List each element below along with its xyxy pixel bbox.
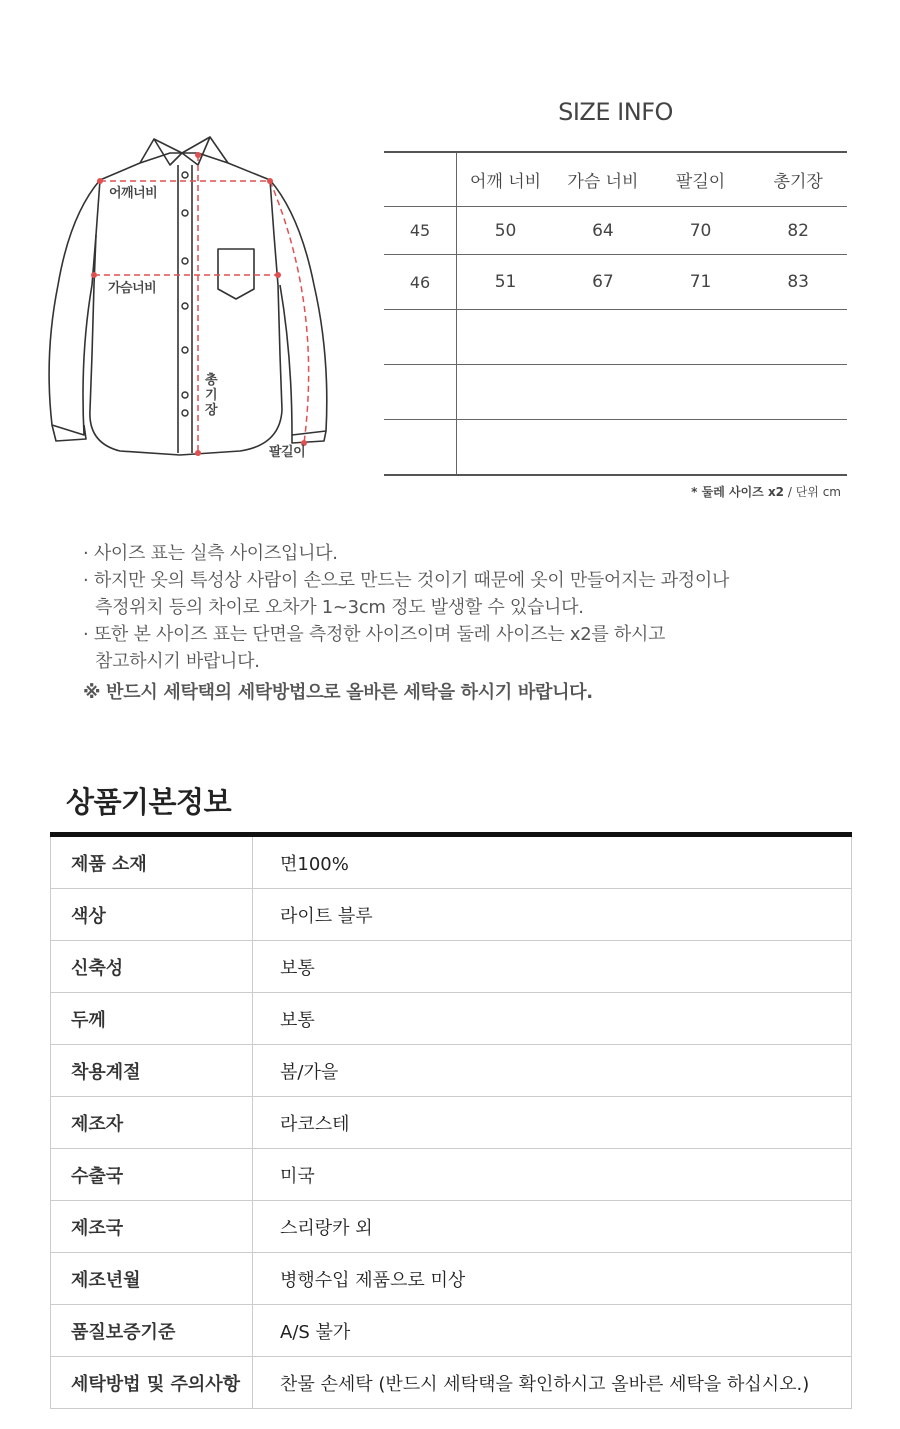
info-key: 색상 [51, 889, 253, 941]
size-table [384, 151, 847, 476]
shirt-diagram [30, 125, 350, 465]
size-note-bold: * 둘레 사이즈 x2 [691, 485, 785, 499]
size-value: 51 [457, 255, 555, 310]
table-row [51, 1201, 852, 1253]
size-value: 67 [554, 255, 652, 310]
info-value: A/S 불가 [253, 1305, 852, 1357]
shoulder-width-label: 어깨너비 [109, 186, 158, 201]
table-row [51, 1253, 852, 1305]
sleeve-length-label: 팔길이 [269, 445, 306, 460]
empty-cell [384, 310, 457, 365]
size-note-rest: / 단위 cm [784, 485, 841, 499]
total-length-label: 총기장 [204, 373, 218, 418]
size-label: 46 [384, 255, 457, 310]
size-value: 82 [749, 207, 847, 255]
washing-warning: ※ 반드시 세탁택의 세탁방법으로 올바른 세탁을 하시기 바랍니다. [83, 682, 593, 703]
size-row-empty [384, 310, 847, 365]
empty-cell [384, 420, 457, 476]
info-key: 제품 소재 [51, 835, 253, 889]
size-header-length: 총기장 [749, 152, 847, 207]
note-line: · 하지만 옷의 특성상 사람이 손으로 만드는 것이기 때문에 옷이 만들어지는 과정이나 [83, 570, 730, 591]
product-info-table [50, 832, 852, 1409]
info-key: 제조국 [51, 1201, 253, 1253]
info-value: 보통 [253, 941, 852, 993]
empty-cell [457, 420, 848, 476]
table-row [51, 993, 852, 1045]
size-row-empty [384, 365, 847, 420]
note-line: 측정위치 등의 차이로 오차가 1~3cm 정도 발생할 수 있습니다. [95, 597, 584, 618]
info-value: 보통 [253, 993, 852, 1045]
size-label: 45 [384, 207, 457, 255]
table-row [51, 889, 852, 941]
product-info-title: 상품기본정보 [66, 785, 232, 819]
size-header-shoulder: 어깨 너비 [457, 152, 555, 207]
empty-cell [457, 365, 848, 420]
note-line: · 사이즈 표는 실측 사이즈입니다. [83, 543, 338, 564]
table-row [51, 1045, 852, 1097]
info-key: 품질보증기준 [51, 1305, 253, 1357]
info-value: 라이트 블루 [253, 889, 852, 941]
size-value: 64 [554, 207, 652, 255]
size-value: 50 [457, 207, 555, 255]
note-line: 참고하시기 바랍니다. [95, 651, 260, 672]
size-row-empty [384, 420, 847, 476]
info-value: 면100% [253, 835, 852, 889]
table-row [51, 1357, 852, 1409]
table-row [51, 1149, 852, 1201]
size-unit-note [691, 483, 841, 500]
empty-cell [384, 365, 457, 420]
size-header-sleeve: 팔길이 [652, 152, 750, 207]
size-row [384, 207, 847, 255]
table-row [51, 1305, 852, 1357]
note-line: · 또한 본 사이즈 표는 단면을 측정한 사이즈이며 둘레 사이즈는 x2를 하시고 [83, 624, 666, 645]
info-value: 봄/가을 [253, 1045, 852, 1097]
info-key: 두께 [51, 993, 253, 1045]
info-key: 수출국 [51, 1149, 253, 1201]
chest-width-label: 가슴너비 [108, 281, 157, 296]
shirt-outline-illustration [30, 125, 350, 465]
info-value: 스리랑카 외 [253, 1201, 852, 1253]
info-value: 미국 [253, 1149, 852, 1201]
size-value: 83 [749, 255, 847, 310]
info-key: 착용계절 [51, 1045, 253, 1097]
size-table-header [384, 152, 847, 207]
size-info-title: SIZE INFO [558, 98, 673, 126]
size-value: 71 [652, 255, 750, 310]
info-key: 신축성 [51, 941, 253, 993]
info-key: 제조년월 [51, 1253, 253, 1305]
size-notes [83, 540, 843, 706]
size-value: 70 [652, 207, 750, 255]
info-key: 세탁방법 및 주의사항 [51, 1357, 253, 1409]
info-value: 라코스테 [253, 1097, 852, 1149]
info-value: 병행수입 제품으로 미상 [253, 1253, 852, 1305]
table-row [51, 941, 852, 993]
size-header-chest: 가슴 너비 [554, 152, 652, 207]
size-row [384, 255, 847, 310]
info-key: 제조자 [51, 1097, 253, 1149]
table-row [51, 1097, 852, 1149]
size-header-empty [384, 152, 457, 207]
info-value: 찬물 손세탁 (반드시 세탁택을 확인하시고 올바른 세탁을 하십시오.) [253, 1357, 852, 1409]
table-row [51, 835, 852, 889]
empty-cell [457, 310, 848, 365]
